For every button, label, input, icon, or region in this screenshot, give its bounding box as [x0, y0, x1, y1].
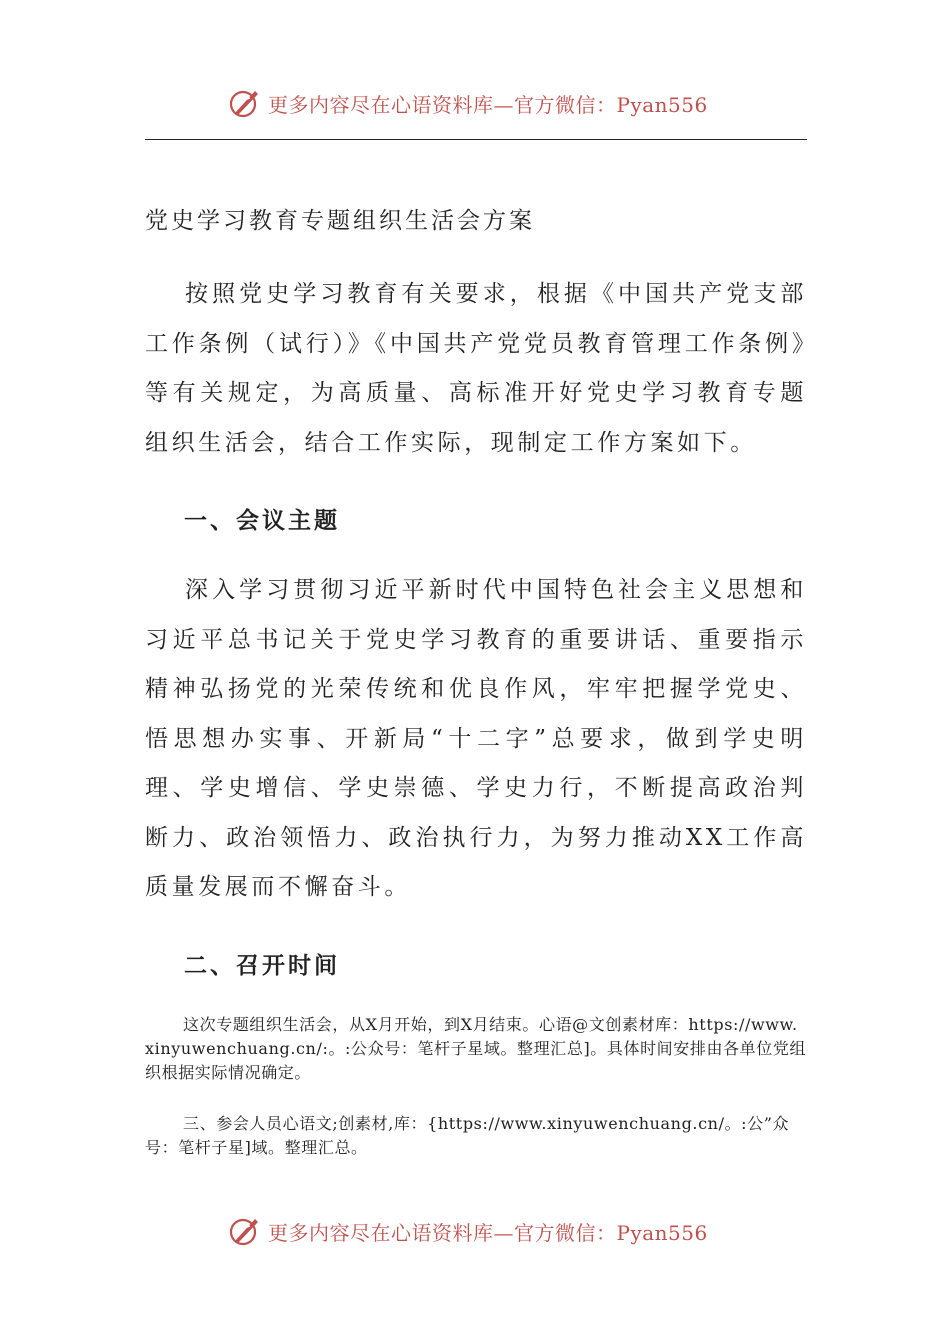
header-divider: [145, 139, 807, 140]
banner-text: 更多内容尽在心语资料库—官方微信：Pyan556: [268, 92, 708, 117]
time-paragraph: 这次专题组织生活会，从X月开始，到X月结束。心语@文创素材库：https://www.xinyuwenchuang.cn/:。:公众号：笔杆子星域。整理汇总]。具体时间安排由各单位党组织根据实际情况确定。: [145, 1015, 807, 1082]
intro-paragraph: 按照党史学习教育有关要求，根据《中国共产党支部工作条例（试行）》《中国共产党党员教育管理工作条例》等有关规定，为高质量、高标准开好党史学习教育专题组织生活会，结合工作实际，现制定工作方案如下。: [145, 281, 807, 456]
banner-text: 更多内容尽在心语资料库—官方微信：Pyan556: [268, 1220, 708, 1245]
section-heading-theme: 一、会议主题: [184, 507, 340, 534]
section-heading-time: 二、召开时间: [184, 952, 340, 979]
quill-pen-logo-icon: [228, 86, 262, 120]
footer-banner: [228, 1211, 748, 1251]
attendees-paragraph: 三、参会人员心语文;创素材,库：{https://www.xinyuwenchuang.cn/。:公”众号：笔杆子星]域。整理汇总。: [145, 1114, 790, 1157]
header-banner: [228, 83, 748, 123]
document-title: 党史学习教育专题组织生活会方案: [145, 208, 535, 234]
theme-paragraph: 深入学习贯彻习近平新时代中国特色社会主义思想和习近平总书记关于党史学习教育的重要讲话、重要指示精神弘扬党的光荣传统和优良作风，牢牢把握学党史、悟思想办实事、开新局“十二字”总要求，做到学史明理、学史增信、学史崇德、学史力行，不断提高政治判断力、政治领悟力、政治执行力，为努力推动XX工作高质量发展而不懈奋斗。: [145, 577, 807, 900]
quill-pen-logo-icon: [228, 1214, 262, 1248]
